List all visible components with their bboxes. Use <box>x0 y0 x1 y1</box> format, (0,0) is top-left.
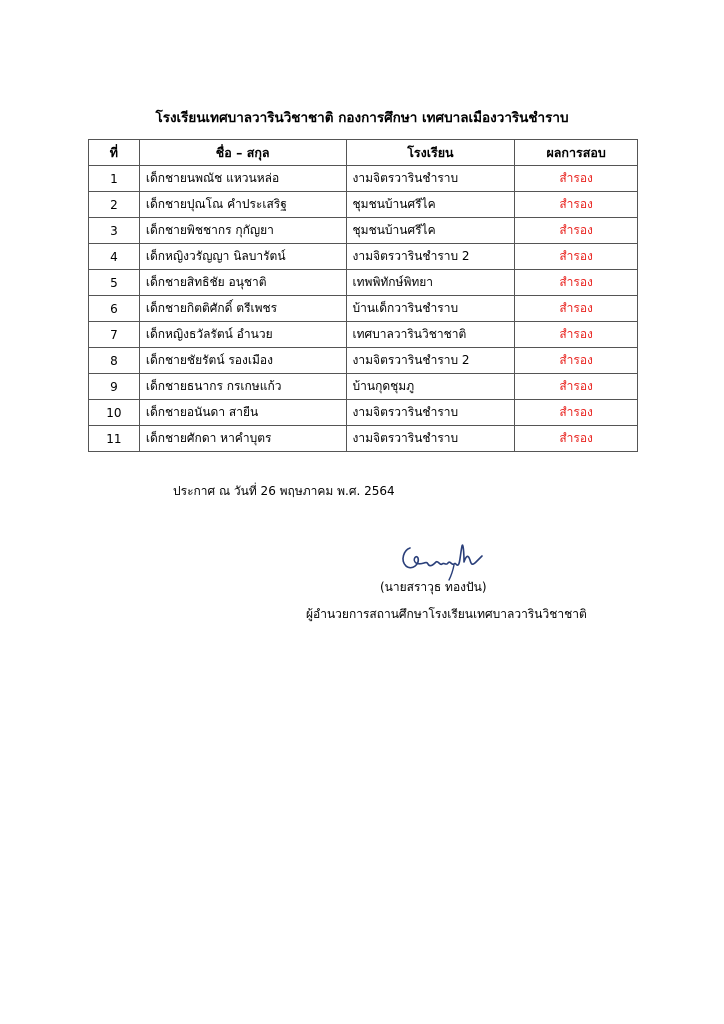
cell-name: เด็กชายชัยรัตน์ รองเมือง <box>139 348 346 374</box>
table-row <box>89 218 638 244</box>
cell-result <box>515 296 638 322</box>
result-text: สำรอง <box>559 249 593 263</box>
cell-no: 10 <box>89 400 140 426</box>
cell-result <box>515 192 638 218</box>
results-table <box>88 139 638 452</box>
result-text: สำรอง <box>559 353 593 367</box>
cell-name: เด็กหญิงธวัลรัตน์ อำนวย <box>139 322 346 348</box>
cell-name: เด็กชายนพณัช แหวนหล่อ <box>139 166 346 192</box>
result-text: สำรอง <box>559 431 593 445</box>
table-row <box>89 192 638 218</box>
result-text: สำรอง <box>559 197 593 211</box>
table-row <box>89 270 638 296</box>
header-result: ผลการสอบ <box>515 140 638 166</box>
table-header-row <box>89 140 638 166</box>
cell-no: 7 <box>89 322 140 348</box>
table-row <box>89 374 638 400</box>
cell-name: เด็กชายอนันดา สายืน <box>139 400 346 426</box>
signature-stroke <box>403 545 482 568</box>
cell-name: เด็กชายปุณโณ คำประเสริฐ <box>139 192 346 218</box>
result-text: สำรอง <box>559 327 593 341</box>
cell-result <box>515 270 638 296</box>
cell-school: ชุมชนบ้านศรีไค <box>346 192 515 218</box>
table-row <box>89 166 638 192</box>
cell-result <box>515 374 638 400</box>
result-text: สำรอง <box>559 275 593 289</box>
cell-name: เด็กหญิงวรัญญา นิลบารัตน์ <box>139 244 346 270</box>
cell-name: เด็กชายกิตติศักดิ์ ตรีเพชร <box>139 296 346 322</box>
cell-school: งามจิตรวารินชำราบ <box>346 166 515 192</box>
cell-name: เด็กชายสิทธิชัย อนุชาติ <box>139 270 346 296</box>
header-name: ชื่อ – สกุล <box>139 140 346 166</box>
table-row <box>89 322 638 348</box>
cell-name: เด็กชายศักดา หาคำบุตร <box>139 426 346 452</box>
cell-result <box>515 322 638 348</box>
cell-school: งามจิตรวารินชำราบ 2 <box>346 348 515 374</box>
cell-result <box>515 426 638 452</box>
cell-no: 6 <box>89 296 140 322</box>
result-text: สำรอง <box>559 405 593 419</box>
cell-no: 4 <box>89 244 140 270</box>
cell-school: งามจิตรวารินชำราบ <box>346 400 515 426</box>
cell-no: 2 <box>89 192 140 218</box>
cell-result <box>515 400 638 426</box>
result-text: สำรอง <box>559 379 593 393</box>
cell-school: บ้านเด็กวารินชำราบ <box>346 296 515 322</box>
cell-school: งามจิตรวารินชำราบ <box>346 426 515 452</box>
cell-school: งามจิตรวารินชำราบ 2 <box>346 244 515 270</box>
cell-school: เทศบาลวารินวิชาชาติ <box>346 322 515 348</box>
document-title: โรงเรียนเทศบาลวารินวิชาชาติ กองการศึกษา เทศบาลเมืองวารินชำราบ <box>155 110 569 126</box>
table-row <box>89 244 638 270</box>
signer-name: (นายสราวุธ ทองปัน) <box>380 580 487 594</box>
cell-school: ชุมชนบ้านศรีไค <box>346 218 515 244</box>
result-text: สำรอง <box>559 171 593 185</box>
cell-result <box>515 218 638 244</box>
table-row <box>89 348 638 374</box>
cell-no: 5 <box>89 270 140 296</box>
result-text: สำรอง <box>559 223 593 237</box>
cell-result <box>515 348 638 374</box>
cell-school: บ้านกุดชุมภู <box>346 374 515 400</box>
cell-no: 3 <box>89 218 140 244</box>
table-row <box>89 296 638 322</box>
result-text: สำรอง <box>559 301 593 315</box>
cell-result <box>515 166 638 192</box>
table-row <box>89 400 638 426</box>
table-row <box>89 426 638 452</box>
signer-title: ผู้อำนวยการสถานศึกษาโรงเรียนเทศบาลวารินวิชาชาติ <box>306 607 587 621</box>
announcement-date: ประกาศ ณ วันที่ 26 พฤษภาคม พ.ศ. 2564 <box>173 484 395 498</box>
cell-no: 9 <box>89 374 140 400</box>
cell-name: เด็กชายพิชชากร กุกัญยา <box>139 218 346 244</box>
header-school: โรงเรียน <box>346 140 515 166</box>
cell-no: 8 <box>89 348 140 374</box>
header-no: ที่ <box>89 140 140 166</box>
cell-name: เด็กชายธนากร กรเกษแก้ว <box>139 374 346 400</box>
cell-school: เทพพิทักษ์พิทยา <box>346 270 515 296</box>
cell-result <box>515 244 638 270</box>
cell-no: 11 <box>89 426 140 452</box>
cell-no: 1 <box>89 166 140 192</box>
